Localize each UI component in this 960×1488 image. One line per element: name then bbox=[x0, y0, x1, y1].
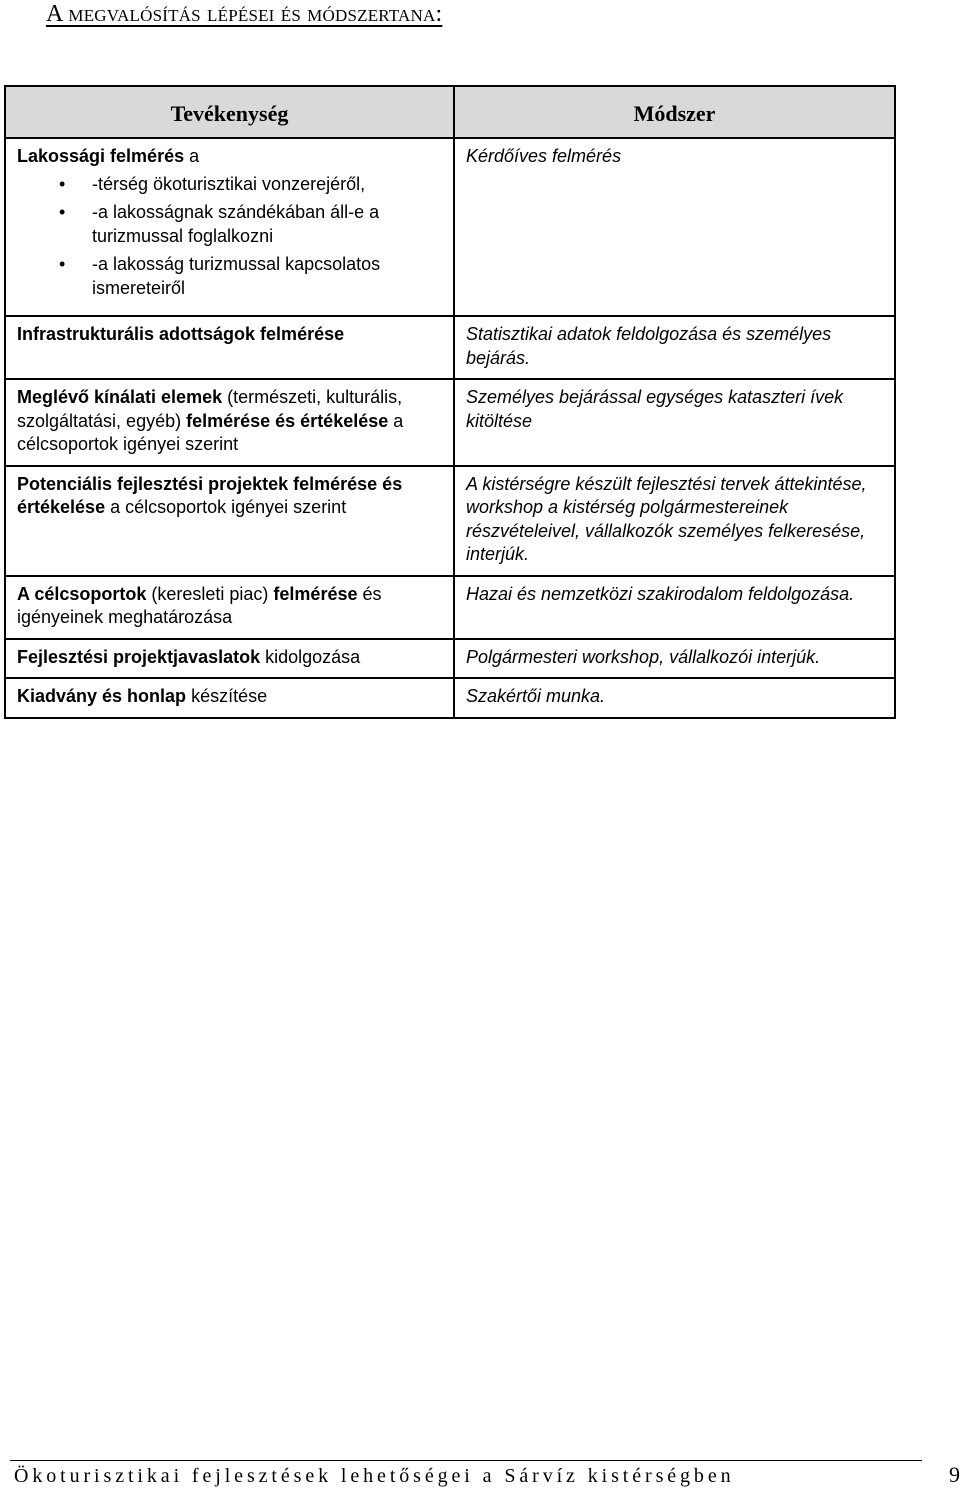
activity-cell bbox=[5, 316, 454, 379]
activity-cell bbox=[5, 466, 454, 576]
table-row bbox=[5, 678, 895, 718]
activity-method-table bbox=[4, 85, 896, 719]
table-row bbox=[5, 466, 895, 576]
activity-bold: Fejlesztési projektjavaslatok bbox=[17, 646, 261, 667]
activity-bold: Meglévő kínálati elemek bbox=[17, 387, 223, 407]
method-cell: Polgármesteri workshop, vállalkozói interjúk. bbox=[454, 639, 895, 679]
activity-bold: Potenciális fejlesztési projektek felmérése és értékelése bbox=[17, 473, 403, 517]
method-cell: Kérdőíves felmérés bbox=[454, 138, 895, 316]
activity-text: kidolgozása bbox=[260, 646, 361, 667]
table-row bbox=[5, 639, 895, 679]
list-item: • -a lakosság turizmussal kapcsolatos ismereteiről bbox=[17, 253, 443, 300]
activity-bold: Infrastrukturális adottságok felmérése bbox=[17, 324, 345, 344]
method-cell: Szakértői munka. bbox=[454, 678, 895, 718]
table-row bbox=[5, 576, 895, 639]
header-activity: Tevékenység bbox=[5, 86, 454, 138]
activity-bold: Kiadvány és honlap bbox=[17, 686, 187, 706]
activity-cell bbox=[5, 379, 454, 466]
activity-cell bbox=[5, 678, 454, 718]
activity-cell bbox=[5, 138, 454, 316]
activity-bold: felmérése bbox=[273, 583, 358, 604]
activity-text: a célcsoportok igényei szerint bbox=[17, 410, 404, 454]
header-method: Módszer bbox=[454, 86, 895, 138]
activity-cell bbox=[5, 576, 454, 639]
table-row bbox=[5, 379, 895, 466]
table-header-row bbox=[5, 86, 895, 138]
table-row bbox=[5, 316, 895, 379]
footer-rule bbox=[10, 1460, 922, 1461]
activity-text: a célcsoportok igényei szerint bbox=[105, 497, 347, 517]
activity-lead-text: a bbox=[184, 146, 200, 166]
activity-text: (természeti, kulturális, szolgáltatási, egyéb) bbox=[17, 387, 403, 431]
activity-text: (keresleti piac) bbox=[146, 583, 274, 604]
footer-title: Ökoturisztikai fejlesztések lehetőségei a Sárvíz kistérségben bbox=[14, 1465, 735, 1487]
activity-bold: felmérése és értékelése bbox=[186, 410, 389, 431]
section-heading: A megvalósítás lépései és módszertana: bbox=[46, 1, 443, 27]
table-row bbox=[5, 138, 895, 316]
list-item: • -térség ökoturisztikai vonzerejéről, bbox=[17, 173, 443, 197]
activity-cell bbox=[5, 639, 454, 679]
page-number: 9 bbox=[949, 1462, 960, 1487]
method-cell: Személyes bejárással egységes kataszteri ívek kitöltése bbox=[454, 379, 895, 466]
method-cell: Statisztikai adatok feldolgozása és személyes bejárás. bbox=[454, 316, 895, 379]
list-item: • -a lakosságnak szándékában áll-e a turizmussal foglalkozni bbox=[17, 201, 443, 248]
activity-lead-bold: Lakossági felmérés bbox=[17, 146, 185, 166]
method-cell: Hazai és nemzetközi szakirodalom feldolgozása. bbox=[454, 576, 895, 639]
bullet-list bbox=[17, 173, 443, 301]
method-cell: A kistérségre készült fejlesztési tervek áttekintése, workshop a kistérség polgármestereinek részvételeivel, vállalkozók személyes felkeresése, interjúk. bbox=[454, 466, 895, 576]
activity-text: és igényeinek meghatározása bbox=[17, 583, 382, 627]
activity-bold: A célcsoportok bbox=[17, 583, 147, 604]
activity-text: készítése bbox=[186, 686, 268, 706]
